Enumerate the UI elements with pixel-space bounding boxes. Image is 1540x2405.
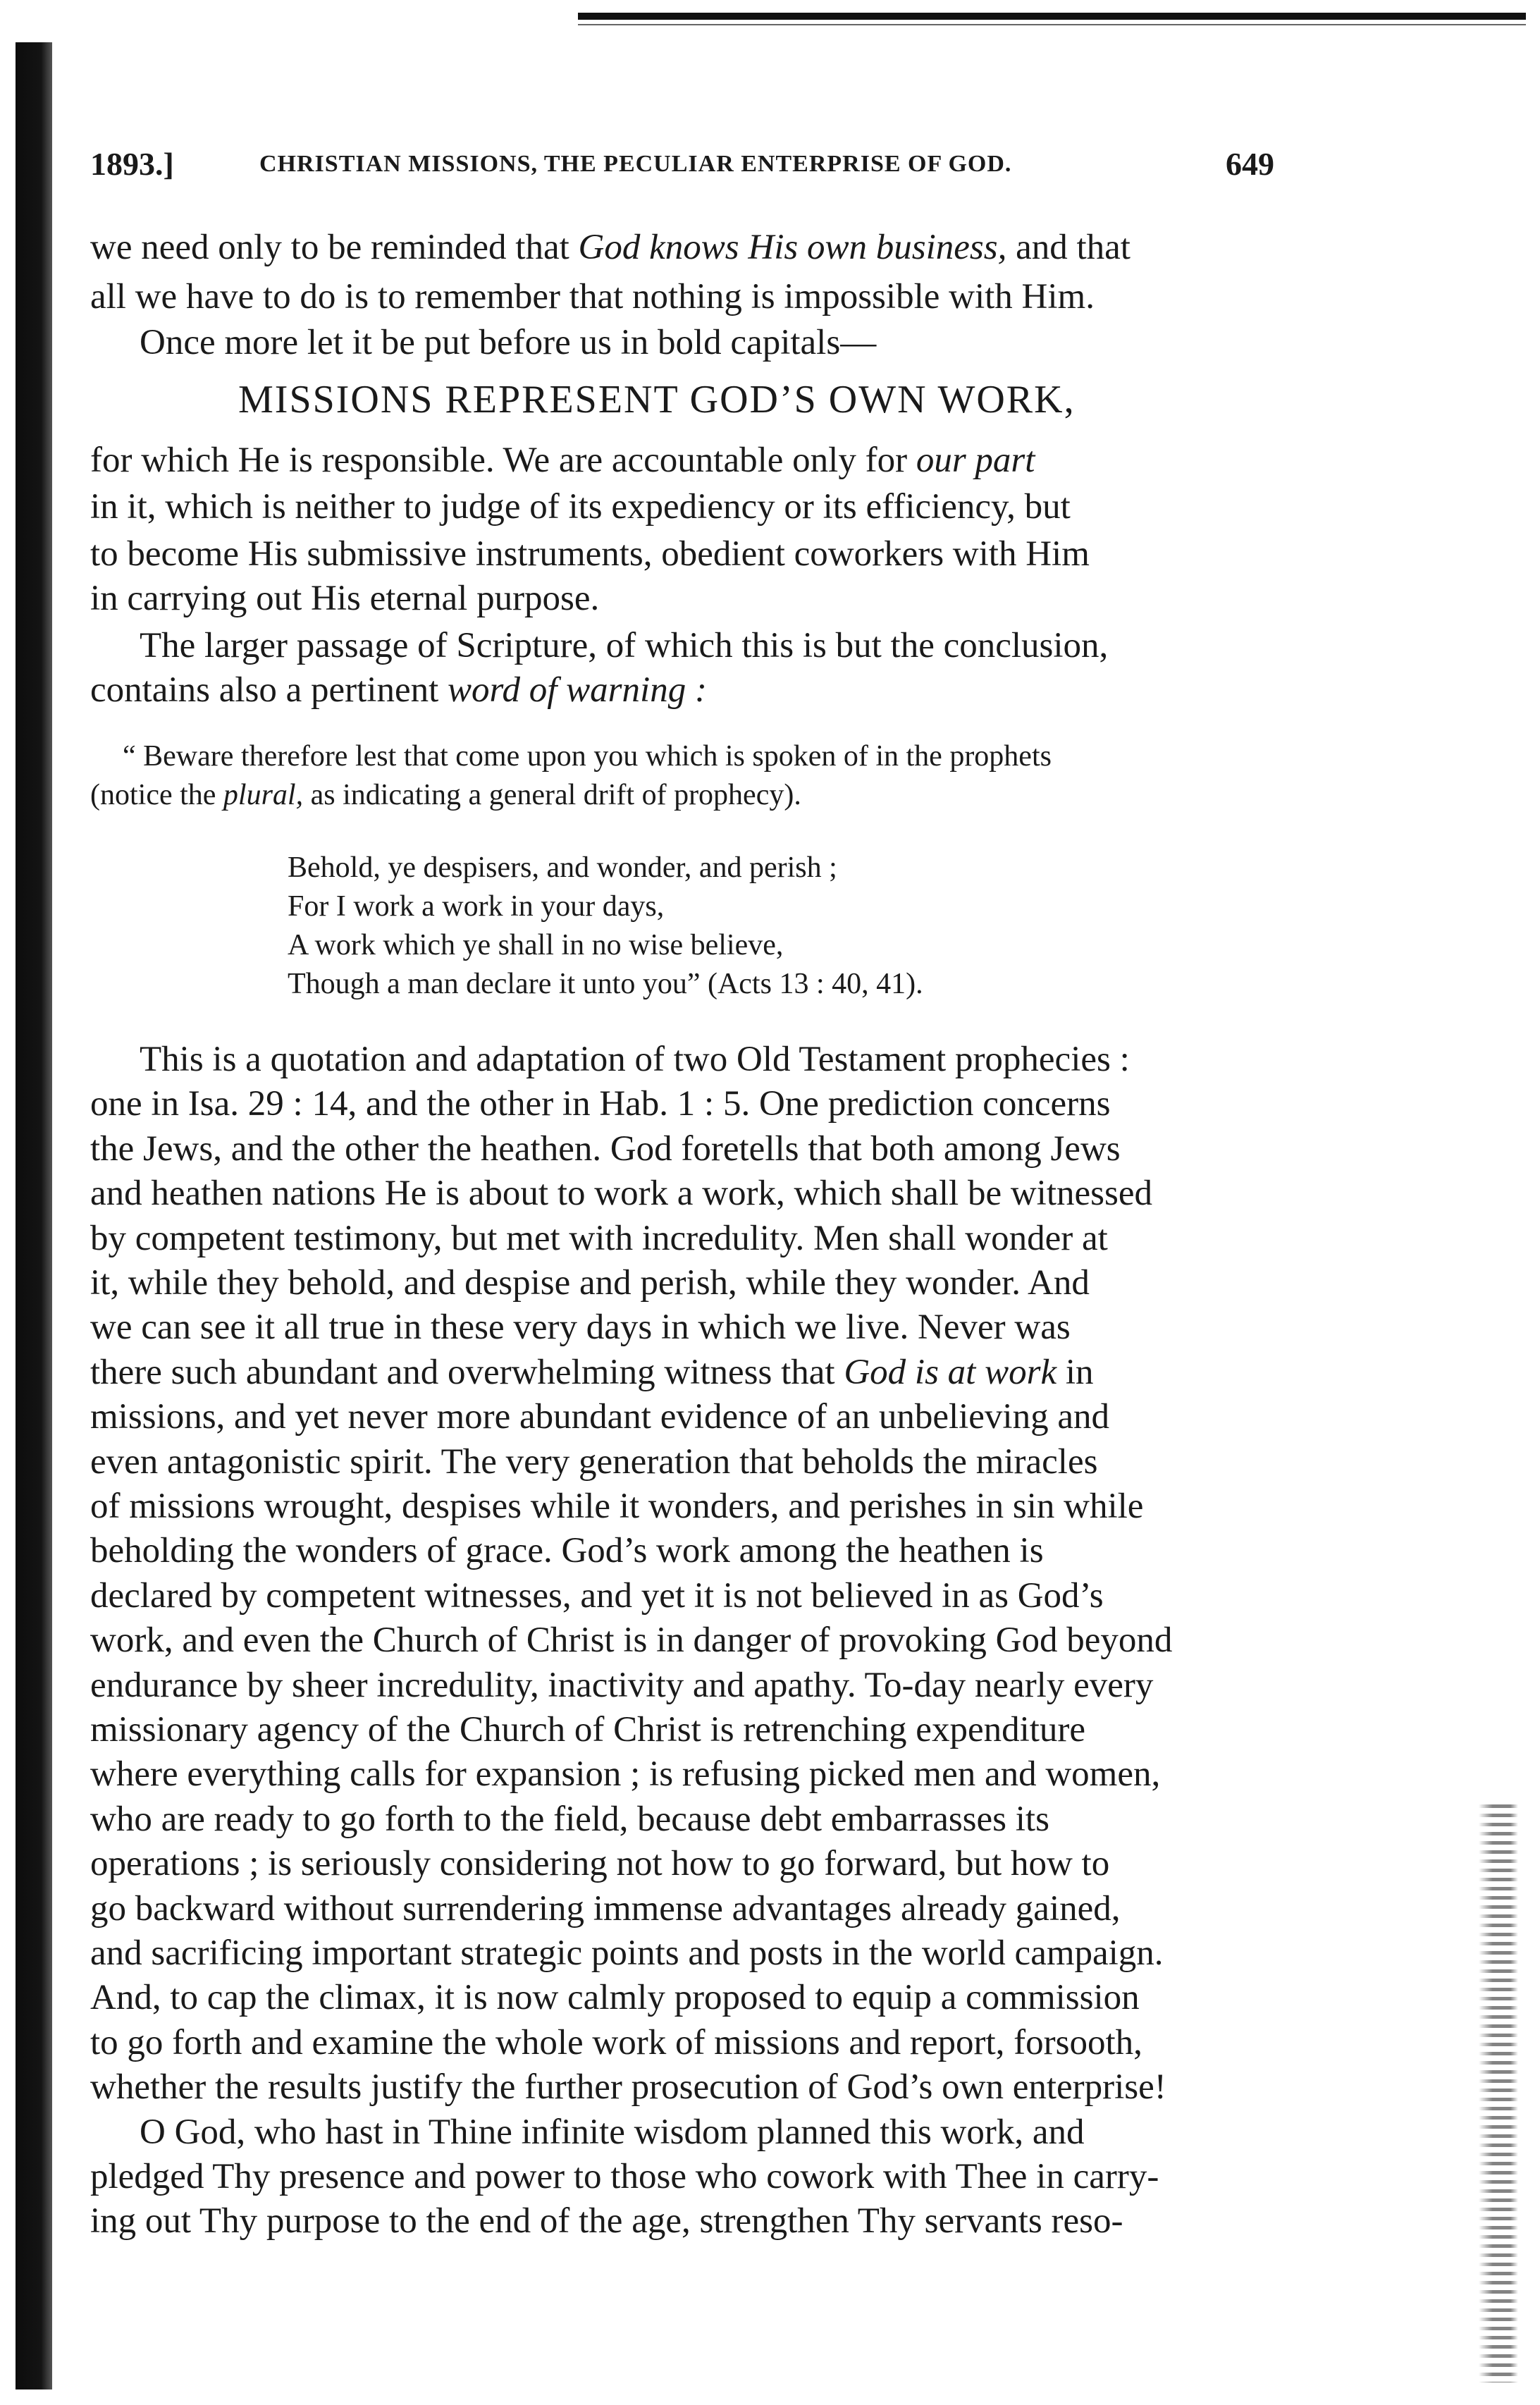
text-run: endurance by sheer incredulity, inactivity and apathy. To-day nearly every — [90, 1666, 1154, 1705]
text-run: Once more let it be put before us in bold capitals— — [140, 323, 877, 362]
text-run: declared by competent witnesses, and yet it is not believed in as God’s — [90, 1576, 1104, 1616]
scan-binding-shadow — [16, 42, 52, 2389]
quote-line — [123, 737, 1052, 776]
text-run: pledged Thy presence and power to those who cowork with Thee in carry- — [90, 2157, 1159, 2196]
text-run: in it, which is neither to judge of its expediency or its efficiency, but — [90, 487, 1071, 527]
text-line — [90, 275, 1095, 319]
text-run: as indicating a general drift of prophecy). — [303, 779, 801, 811]
text-run: And, to cap the climax, it is now calmly proposed to equip a commission — [90, 1978, 1140, 2017]
text-line — [90, 1351, 1094, 1394]
text-line — [90, 577, 599, 620]
text-run: (notice the — [90, 779, 223, 811]
text-run: beholding the wonders of grace. God’s work among the heathen is — [90, 1531, 1044, 1570]
text-run: to become His submissive instruments, obedient coworkers with Him — [90, 534, 1090, 574]
text-line — [90, 1440, 1097, 1484]
text-line — [90, 668, 707, 712]
text-line — [90, 1574, 1104, 1618]
text-line — [90, 226, 1131, 269]
text-line — [90, 1305, 1071, 1349]
text-run: one in Isa. 29 : 14, and the other in Hab. 1 : 5. One prediction concerns — [90, 1084, 1111, 1124]
verse-line — [288, 964, 923, 1004]
text-line — [90, 1529, 1044, 1573]
text-line — [90, 1887, 1121, 1931]
running-head-year: 1893.] — [90, 146, 174, 182]
text-line — [90, 2065, 1166, 2109]
text-run: by competent testimony, but met with incredulity. Men shall wonder at — [90, 1219, 1108, 1258]
text-run: it, while they behold, and despise and perish, while they wonder. And — [90, 1263, 1090, 1303]
text-run: there such abundant and overwhelming witness that — [90, 1353, 844, 1392]
text-run: missionary agency of the Church of Christ is retrenching expenditure — [90, 1710, 1086, 1749]
verse-line — [288, 887, 664, 926]
quote-line — [90, 775, 801, 815]
display-heading: MISSIONS REPRESENT GOD’S OWN WORK, — [238, 378, 1076, 422]
text-line — [90, 1171, 1152, 1215]
italic-text: word of warning : — [448, 670, 707, 710]
italic-text: God is at work — [844, 1353, 1057, 1392]
text-run: This is a quotation and adaptation of two Old Testament prophecies : — [140, 1040, 1130, 1079]
text-line — [90, 1752, 1160, 1796]
text-line — [90, 1618, 1172, 1662]
text-line — [90, 1797, 1049, 1841]
text-run: Though a man declare it unto you” (Acts 13 : 40, 41). — [288, 968, 923, 1000]
text-run: and heathen nations He is about to work a work, which shall be witnessed — [90, 1174, 1152, 1213]
text-line — [140, 624, 1108, 668]
text-run: contains also a pertinent — [90, 670, 448, 710]
text-line — [140, 2110, 1085, 2154]
text-run: even antagonistic spirit. The very generation that beholds the miracles — [90, 1442, 1098, 1482]
text-run: Behold, ye despisers, and wonder, and perish ; — [288, 851, 837, 884]
text-run: For I work a work in your days, — [288, 890, 665, 923]
italic-text: plural, — [223, 779, 304, 811]
text-run: go backward without surrendering immense advantages already gained, — [90, 1889, 1121, 1929]
text-run: for which He is responsible. We are accountable only for — [90, 441, 916, 480]
text-run: where everything calls for expansion ; is refusing picked men and women, — [90, 1754, 1161, 1794]
text-run: all we have to do is to remember that nothing is impossible with Him. — [90, 277, 1095, 316]
text-line — [90, 485, 1071, 529]
text-line — [90, 2021, 1142, 2065]
text-line — [90, 1842, 1109, 1886]
text-run: whether the results justify the further prosecution of God’s own enterprise! — [90, 2067, 1166, 2107]
text-run: we can see it all true in these very days in which we live. Never was — [90, 1308, 1071, 1347]
text-run: and sacrificing important strategic points and posts in the world campaign. — [90, 1933, 1164, 1973]
text-line — [90, 1931, 1164, 1975]
text-run: we need only to be reminded that — [90, 228, 579, 267]
text-run: operations ; is seriously considering not how to go forward, but how to — [90, 1844, 1110, 1883]
text-run: The larger passage of Scripture, of which this is but the conclusion, — [140, 626, 1109, 665]
text-line — [90, 2199, 1123, 2243]
text-run: “ Beware therefore lest that come upon you which is spoken of in the prophets — [123, 740, 1052, 773]
text-run: in carrying out His eternal purpose. — [90, 579, 600, 618]
text-line — [90, 532, 1090, 576]
text-run: who are ready to go forth to the field, because debt embarrasses its — [90, 1800, 1049, 1839]
text-line — [140, 321, 876, 364]
text-run: work, and even the Church of Christ is in danger of provoking God beyond — [90, 1620, 1173, 1660]
text-run: A work which ye shall in no wise believe, — [288, 929, 784, 961]
text-run: O God, who hast in Thine infinite wisdom planned this work, and — [140, 2112, 1085, 2152]
text-run: ing out Thy purpose to the end of the age, strengthen Thy servants reso- — [90, 2201, 1123, 2241]
scan-edge-noise — [1479, 1804, 1518, 2382]
text-line — [90, 1082, 1110, 1126]
scan-top-rule — [578, 13, 1526, 20]
italic-text: our part — [916, 441, 1035, 480]
running-head-title: CHRISTIAN MISSIONS, THE PECULIAR ENTERPRISE OF GOD. — [259, 151, 1012, 177]
text-line — [90, 2155, 1159, 2198]
verse-line — [288, 925, 783, 965]
text-line — [90, 438, 1035, 482]
scan-top-rule-thin — [578, 24, 1526, 25]
italic-text: God knows His own business, — [578, 228, 1007, 267]
text-run: the Jews, and the other the heathen. God foretells that both among Jews — [90, 1129, 1121, 1169]
text-run: of missions wrought, despises while it wonders, and perishes in sin while — [90, 1487, 1144, 1526]
text-line — [90, 1484, 1143, 1528]
text-line — [140, 1038, 1130, 1081]
text-line — [90, 1395, 1109, 1439]
text-run: to go forth and examine the whole work of missions and report, forsooth, — [90, 2023, 1142, 2062]
text-line — [90, 1976, 1140, 2019]
text-line — [90, 1663, 1153, 1707]
text-run: in — [1057, 1353, 1094, 1392]
text-line — [90, 1708, 1085, 1752]
text-run: and that — [1006, 228, 1131, 267]
running-head — [90, 141, 1274, 190]
text-line — [90, 1261, 1090, 1305]
verse-line — [288, 848, 837, 887]
text-line — [90, 1127, 1121, 1171]
page-number: 649 — [1226, 146, 1274, 182]
text-run: missions, and yet never more abundant evidence of an unbelieving and — [90, 1397, 1109, 1437]
text-line — [90, 1217, 1108, 1260]
